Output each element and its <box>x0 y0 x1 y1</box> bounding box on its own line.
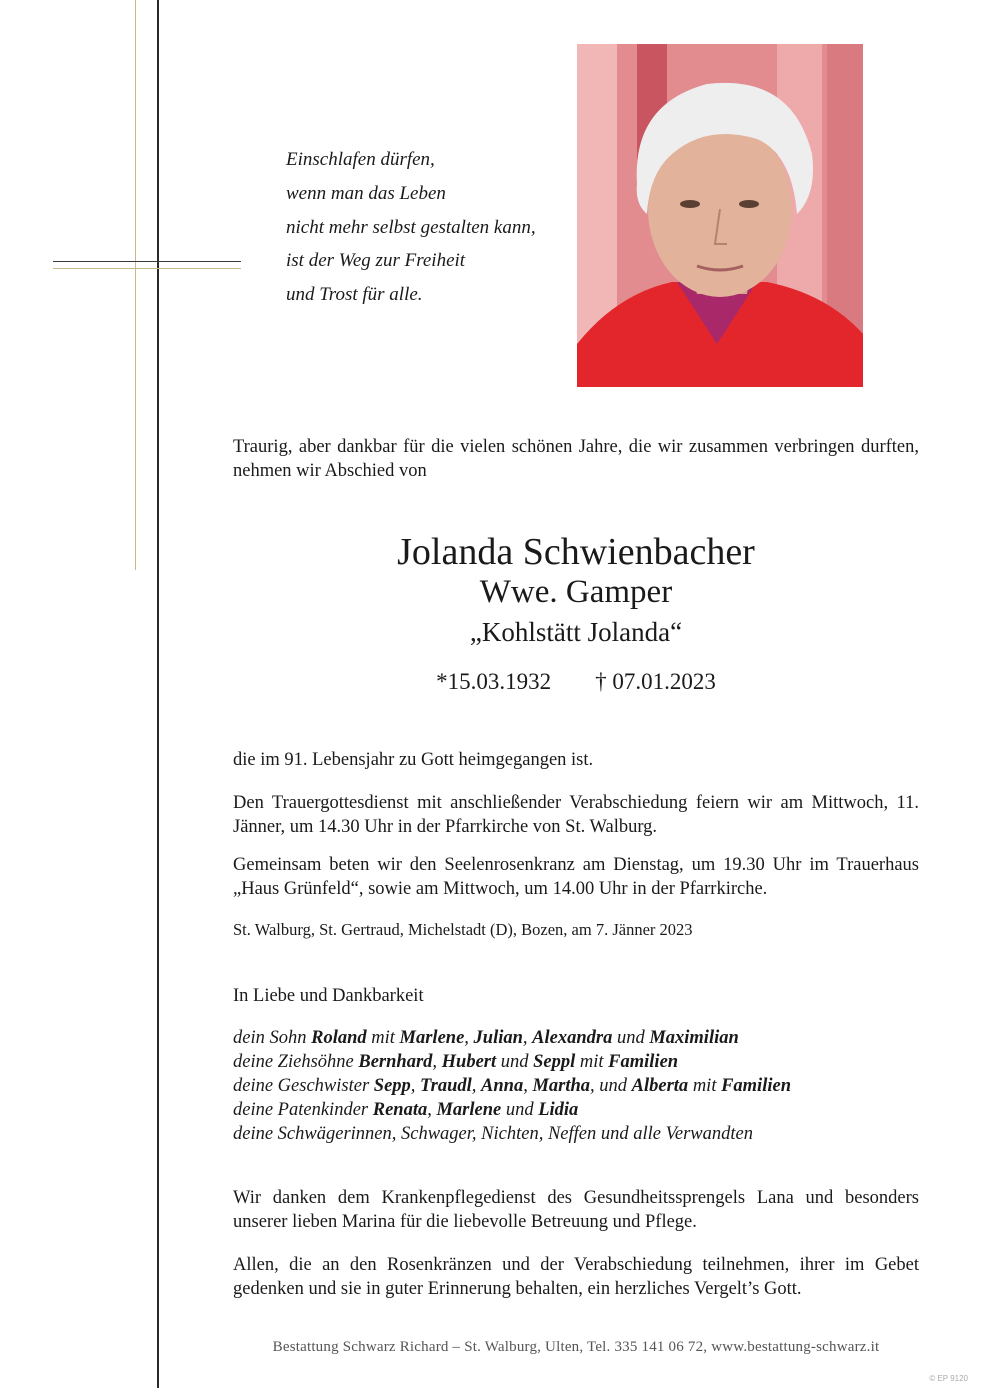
cross-dark-horizontal <box>53 261 241 262</box>
rosary-text: Gemeinsam beten wir den Seelenrosenkranz am Dienstag, um 19.30 Uhr im Trauerhaus „Haus Grünfeld“, sowie am Mittwoch, um 14.00 Uhr in der Pfarrkirche. <box>233 855 919 899</box>
closing-line: In Liebe und Dankbarkeit <box>233 986 424 1006</box>
family-line: deine Schwägerinnen, Schwager, Nichten, Neffen und alle Verwandten <box>233 1124 753 1144</box>
age-text: die im 91. Lebensjahr zu Gott heimgegangen ist. <box>233 750 594 770</box>
poem-line: wenn man das Leben <box>286 182 446 204</box>
family-line: deine Ziehsöhne Bernhard, Hubert und Seppl mit Familien <box>233 1052 679 1072</box>
life-dates <box>233 667 919 697</box>
poem <box>286 143 536 312</box>
family-line: dein Sohn Roland mit Marlene, Julian, Alexandra und Maximilian <box>233 1028 739 1048</box>
thanks-text: Wir danken dem Krankenpflegedienst des Gesundheitssprengels Lana und besonders unserer lieben Marina für die liebevolle Betreuung und Pflege. <box>233 1188 919 1232</box>
service-text: Den Trauergottesdienst mit anschließender Verabschiedung feiern wir am Mittwoch, 11. Jänner, um 14.30 Uhr in der Pfarrkirche von St. Walburg. <box>233 793 919 837</box>
widow-name: Wwe. Gamper <box>479 574 673 610</box>
cross-dark-vertical <box>157 0 159 1388</box>
poem-line: nicht mehr selbst gestalten kann, <box>286 216 536 238</box>
cross-gold-horizontal <box>53 268 241 269</box>
birth-date: *15.03.1932 <box>436 669 552 694</box>
family-line: deine Patenkinder Renata, Marlene und Lidia <box>233 1100 579 1120</box>
family-list <box>233 1026 919 1146</box>
thanks-general-text: Allen, die an den Rosenkränzen und der Verabschiedung teilnehmen, ihrer im Gebet gedenken und sie in guter Erinnerung behalten, ein herzliches Vergelt’s Gott. <box>233 1255 919 1299</box>
death-date: † 07.01.2023 <box>595 669 716 694</box>
funeral-home-footer: Bestattung Schwarz Richard – St. Walburg, Ulten, Tel. 335 141 06 72, www.bestattung-schwarz.it <box>272 1339 880 1355</box>
poem-line: und Trost für alle. <box>286 284 423 306</box>
nickname: „Kohlstätt Jolanda“ <box>469 617 683 647</box>
family-line: deine Geschwister Sepp, Traudl, Anna, Martha, und Alberta mit Familien <box>233 1076 791 1096</box>
deceased-name: Jolanda Schwienbacher <box>397 531 755 573</box>
place-date: St. Walburg, St. Gertraud, Michelstadt (D), Bozen, am 7. Jänner 2023 <box>233 920 693 939</box>
portrait-photo <box>577 44 863 387</box>
cross-gold-vertical <box>135 0 136 570</box>
poem-line: ist der Weg zur Freiheit <box>286 250 466 272</box>
poem-line: Einschlafen dürfen, <box>286 149 435 170</box>
intro-text: Traurig, aber dankbar für die vielen schönen Jahre, die wir zusammen verbringen durften, nehmen wir Abschied von <box>233 437 919 481</box>
print-code: © EP 9120 <box>929 1374 968 1383</box>
